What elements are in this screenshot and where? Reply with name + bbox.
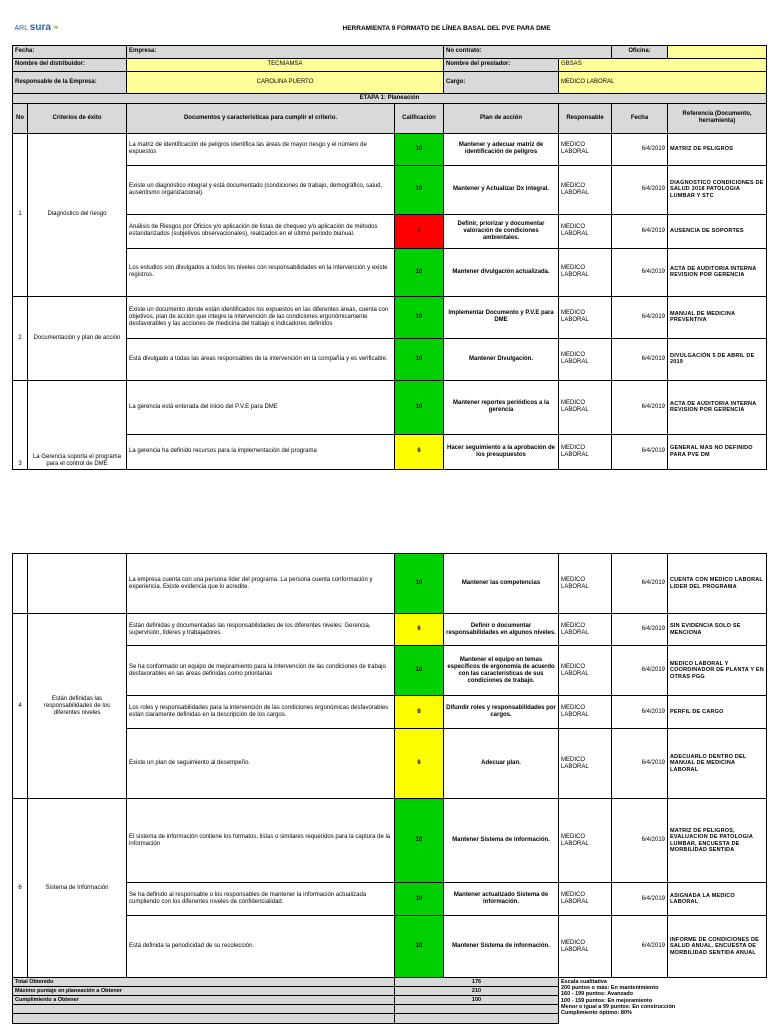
row-fecha: 6/4/2019 bbox=[612, 883, 668, 916]
group-no: 3 bbox=[13, 380, 28, 469]
row-plan: Mantener divulgación actualizada. bbox=[444, 248, 559, 296]
table-row bbox=[13, 799, 767, 883]
col-criterio: Criterios de éxito bbox=[28, 103, 127, 133]
sura-leaf-icon: ❧ bbox=[52, 22, 60, 32]
table-row bbox=[13, 883, 767, 916]
row-doc: Existe un plan de seguimiento al desempeño. bbox=[127, 729, 395, 799]
table-row bbox=[13, 248, 767, 296]
cargo-label: Cargo: bbox=[444, 71, 559, 93]
cargo-field[interactable]: MEDICO LABORAL bbox=[559, 71, 767, 93]
row-resp: MEDICO LABORAL bbox=[559, 883, 612, 916]
row-fecha: 6/4/2019 bbox=[612, 554, 668, 614]
row-cal[interactable]: 10 bbox=[395, 296, 444, 338]
row-plan: Mantener y adecuar matriz de identificación de peligros bbox=[444, 133, 559, 165]
row-resp: MEDICO LABORAL bbox=[559, 380, 612, 434]
col-no: No bbox=[13, 103, 28, 133]
table-row bbox=[13, 338, 767, 380]
row-cal[interactable]: 6 bbox=[395, 614, 444, 646]
table-row bbox=[13, 380, 767, 434]
max-value: 210 bbox=[395, 987, 559, 996]
row-ref: DIVULGACIÓN 5 DE ABRIL DE 2019 bbox=[668, 338, 767, 380]
row-doc: Se ha conformado un equipo de mejoramiento para la intervención de las condiciones de trabajo desfavorables en las áreas definidas como prioritarias bbox=[127, 646, 395, 696]
col-documento: Documentos y características para cumplir el criterio. bbox=[127, 103, 395, 133]
row-resp: MEDICO LABORAL bbox=[559, 646, 612, 696]
row-resp: MEDICO LABORAL bbox=[559, 614, 612, 646]
row-doc: La empresa cuenta con una persona líder del programa. La persona cuenta conformación y experiencia. Existe evidencia que lo acredite. bbox=[127, 554, 395, 614]
row-resp: MEDICO LABORAL bbox=[559, 799, 612, 883]
group-criterio: Documentación y plan de acción bbox=[28, 296, 127, 380]
row-ref: ACTA DE AUDITORIA INTERNA REVISION POR GERENCIA bbox=[668, 380, 767, 434]
row-cal[interactable]: 10 bbox=[395, 338, 444, 380]
table-row bbox=[13, 434, 767, 469]
distribuidor-field[interactable]: TECNIAMSA bbox=[127, 58, 444, 71]
row-cal[interactable]: 6 bbox=[395, 434, 444, 469]
escala-title: Escala cualitativa bbox=[561, 979, 607, 985]
group-criterio: Diagnóstico del riesgo bbox=[28, 133, 127, 296]
footer-blank bbox=[13, 1014, 395, 1024]
row-doc: Los estudios son divulgados a todos los niveles con responsabilidades en la intervención y existe registros. bbox=[127, 248, 395, 296]
row-doc: Están definidas y documentadas las responsabilidades de los diferentes niveles: Gerencia, supervisión, líderes y trabajadores. bbox=[127, 614, 395, 646]
row-doc: Existe un documento donde están identificados los expuestos en las diferentes áreas, cuenta con objetivos, plan de acción que integre la intervención de las condiciones ergonómicamente desfavorables y las acciones de medicina del trabajo e indicadores definidos bbox=[127, 296, 395, 338]
row-fecha: 6/4/2019 bbox=[612, 338, 668, 380]
row-cal[interactable]: 10 bbox=[395, 916, 444, 978]
row-doc: Los roles y responsabilidades para la intervención de las condiciones ergonómicas desfavorables están claramente definidas en la descripción de los cargos. bbox=[127, 696, 395, 729]
group-no: 1 bbox=[13, 133, 28, 296]
row-doc: El sistema de información contiene los formatos, listas o similares requeridos para la captura de la información bbox=[127, 799, 395, 883]
logo-arl: ARL bbox=[14, 24, 29, 32]
escala-item: Cumplimiento óptimo: 80% bbox=[561, 1010, 632, 1017]
distribuidor-label: Nombre del distribuidor: bbox=[13, 58, 127, 71]
row-plan: Definir o documentar responsabilidades en algunos niveles. bbox=[444, 614, 559, 646]
oficina-field[interactable] bbox=[668, 45, 767, 58]
row-plan: Adecuar plan. bbox=[444, 729, 559, 799]
oficina-label: Oficina: bbox=[612, 45, 668, 58]
row-cal[interactable]: 10 bbox=[395, 380, 444, 434]
row-doc: Análisis de Riesgos por Oficios y/o aplicación de listas de chequeo y/o aplicación de métodos estandarizados (subjetivos observacionales), realizados en el último periodo bianual. bbox=[127, 214, 395, 248]
escala-item: 100 - 159 puntos: En mejoramiento bbox=[561, 997, 653, 1004]
fecha-label: Fecha: bbox=[13, 45, 127, 58]
footer-blank bbox=[395, 1014, 559, 1024]
escala-cualitativa bbox=[559, 978, 767, 1024]
escala-item: Menor o igual a 99 puntos: En construcción bbox=[561, 1003, 676, 1010]
row-plan: Mantener el equipo en temas específicos de ergonomía de acuerdo con las características de sus condiciones de trabajo. bbox=[444, 646, 559, 696]
row-cal[interactable]: 10 bbox=[395, 799, 444, 883]
document-title: HERRAMIENTA 9 FORMATO DE LÍNEA BASAL DEL PVE PARA DME bbox=[342, 24, 551, 32]
row-cal[interactable]: 10 bbox=[395, 883, 444, 916]
row-resp: MEDICO LABORAL bbox=[559, 434, 612, 469]
row-cal[interactable]: 10 bbox=[395, 554, 444, 614]
row-plan: Implementar Documento y P.V.E para DME bbox=[444, 296, 559, 338]
row-resp: MEDICO LABORAL bbox=[559, 554, 612, 614]
row-cal[interactable]: 6 bbox=[395, 696, 444, 729]
contrato-label: No contrato: bbox=[444, 45, 612, 58]
row-resp: MEDICO LABORAL bbox=[559, 338, 612, 380]
row-plan: Hacer seguimiento a la aprobación de los presupuestos bbox=[444, 434, 559, 469]
col-calificacion: Calificación bbox=[395, 103, 444, 133]
row-fecha: 6/4/2019 bbox=[612, 799, 668, 883]
row-resp: MEDICO LABORAL bbox=[559, 133, 612, 165]
table-row bbox=[13, 165, 767, 214]
row-plan: Difundir roles y responsabilidades por cargos. bbox=[444, 696, 559, 729]
row-resp: MEDICO LABORAL bbox=[559, 296, 612, 338]
col-referencia: Referencia (Documento, herramienta) bbox=[668, 103, 767, 133]
row-doc: La matriz de identificación de peligros identifica las áreas de mayor riesgo y el número de expuestos bbox=[127, 133, 395, 165]
row-doc: Existe un diagnóstico integral y está documentado (condiciones de trabajo, demográfico, salud, ausentismo organizacional). bbox=[127, 165, 395, 214]
row-doc: Está definida la periodicidad de su recolección. bbox=[127, 916, 395, 978]
table-row bbox=[13, 133, 767, 165]
table-row bbox=[13, 916, 767, 978]
row-ref: ASIGNADA LA MEDICO LABORAL bbox=[668, 883, 767, 916]
row-doc: La gerencia está enterada del inicio del P.V.E para DME bbox=[127, 380, 395, 434]
responsable-label: Responsable de la Empresa: bbox=[13, 71, 127, 93]
row-ref: ACTA DE AUDITORIA INTERNA REVISION POR GERENCIA bbox=[668, 248, 767, 296]
group-criterio: Sistema de Información bbox=[28, 799, 127, 978]
row-fecha: 6/4/2019 bbox=[612, 646, 668, 696]
group-criterio: Están definidas las responsabilidades de los diferentes niveles bbox=[28, 614, 127, 799]
row-ref: PERFIL DE CARGO bbox=[668, 696, 767, 729]
table-row bbox=[13, 296, 767, 338]
baseline-table-part1 bbox=[12, 12, 767, 470]
empresa-label: Empresa: bbox=[127, 45, 444, 58]
row-doc: Está divulgado a todas las áreas responsables de la intervención en la compañía y es verificable. bbox=[127, 338, 395, 380]
row-ref: MEDICO LABORAL Y COORDINADOR DE PLANTA Y EN OTRAS PGG bbox=[668, 646, 767, 696]
row-plan: Mantener Sistema de información. bbox=[444, 799, 559, 883]
row-resp: MEDICO LABORAL bbox=[559, 729, 612, 799]
row-ref: DIAGNOSTICO CONDICIONES DE SALUD 2018 PATOLOGIA LUMBAR Y STC bbox=[668, 165, 767, 214]
row-ref: GENERAL MAS NO DEFINIDO PARA PVE DM bbox=[668, 434, 767, 469]
table-row bbox=[13, 696, 767, 729]
row-fecha: 6/4/2019 bbox=[612, 133, 668, 165]
row-plan: Mantener y Actualizar Dx integral. bbox=[444, 165, 559, 214]
row-cal[interactable]: 10 bbox=[395, 133, 444, 165]
row-fecha: 6/4/2019 bbox=[612, 696, 668, 729]
row-plan: Mantener reportes periódicos a la gerencia bbox=[444, 380, 559, 434]
row-resp: MEDICO LABORAL bbox=[559, 248, 612, 296]
row-ref: MANUAL DE MEDICINA PREVENTIVA bbox=[668, 296, 767, 338]
row-resp: MEDICO LABORAL bbox=[559, 916, 612, 978]
row-fecha: 6/4/2019 bbox=[612, 614, 668, 646]
escala-item: 200 puntos o más: En mantenimiento bbox=[561, 985, 659, 992]
prestador-label: Nombre del prestador: bbox=[444, 58, 559, 71]
row-resp: MEDICO LABORAL bbox=[559, 696, 612, 729]
group-no: 2 bbox=[13, 296, 28, 380]
baseline-table-part2 bbox=[12, 553, 767, 1024]
row-ref: SIN EVIDENCIA SOLO SE MENCIONA bbox=[668, 614, 767, 646]
row-ref: MATRIZ DE PELIGROS, EVALUACION DE PATOLOGIA LUMBAR, ENCUESTA DE MORBILIDAD SENTIDA bbox=[668, 799, 767, 883]
row-ref: MATRIZ DE PELIGROS bbox=[668, 133, 767, 165]
group-no-empty bbox=[13, 554, 28, 614]
row-fecha: 6/4/2019 bbox=[612, 916, 668, 978]
total-value: 176 bbox=[395, 978, 559, 987]
row-fecha: 6/4/2019 bbox=[612, 729, 668, 799]
row-doc: La gerencia ha definido recursos para la implementación del programa bbox=[127, 434, 395, 469]
table-row bbox=[13, 614, 767, 646]
row-plan: Mantener las competencias bbox=[444, 554, 559, 614]
cumplimiento-label: Cumplimiento a Obtener bbox=[13, 996, 395, 1005]
table-row bbox=[13, 214, 767, 248]
table-row bbox=[13, 646, 767, 696]
total-label: Total Obtenido bbox=[13, 978, 395, 987]
row-plan: Mantener actualizado Sistema de información. bbox=[444, 883, 559, 916]
cumplimiento-value: 100 bbox=[395, 996, 559, 1005]
row-ref: AUSENCIA DE SOPORTES bbox=[668, 214, 767, 248]
table-row bbox=[13, 554, 767, 614]
escala-item: 160 - 199 puntos: Avanzado bbox=[561, 991, 634, 998]
row-plan: Mantener Sistema de información. bbox=[444, 916, 559, 978]
row-cal[interactable]: 10 bbox=[395, 646, 444, 696]
group-criterio-empty bbox=[28, 554, 127, 614]
col-responsable: Responsable bbox=[559, 103, 612, 133]
prestador-field[interactable]: GBSAS bbox=[559, 58, 767, 71]
group-no: 6 bbox=[13, 799, 28, 978]
row-resp: MEDICO LABORAL bbox=[559, 214, 612, 248]
row-fecha: 6/4/2019 bbox=[612, 165, 668, 214]
responsable-field[interactable]: CAROLINA PUERTO bbox=[127, 71, 444, 93]
row-plan: Definir, priorizar y documentar valoración de condiciones ambientales. bbox=[444, 214, 559, 248]
row-fecha: 6/4/2019 bbox=[612, 214, 668, 248]
etapa-label: ETAPA 1: Planeación bbox=[13, 93, 767, 103]
row-cal[interactable]: 10 bbox=[395, 248, 444, 296]
row-fecha: 6/4/2019 bbox=[612, 248, 668, 296]
group-no: 4 bbox=[13, 614, 28, 799]
group-criterio: La Gerencia soporta el programa para el control de DME bbox=[28, 380, 127, 469]
col-fecha: Fecha bbox=[612, 103, 668, 133]
row-doc: Se ha definido al responsable o los responsables de mantener la información actualizada cumpliendo con los diferentes niveles de confidencialidad. bbox=[127, 883, 395, 916]
row-fecha: 6/4/2019 bbox=[612, 434, 668, 469]
max-label: Máximo puntaje en planeación a Obtener bbox=[13, 987, 395, 996]
logo bbox=[13, 12, 127, 45]
row-cal[interactable]: 6 bbox=[395, 729, 444, 799]
col-plan: Plan de acción bbox=[444, 103, 559, 133]
row-ref: ADECUARLO DENTRO DEL MANUAL DE MEDICINA LABORAL bbox=[668, 729, 767, 799]
row-resp: MEDICO LABORAL bbox=[559, 165, 612, 214]
row-cal[interactable]: 1 bbox=[395, 214, 444, 248]
row-ref: INFORME DE CONDICIONES DE SALUD ANUAL. ENCUESTA DE MORBILIDAD SENTIDA ANUAL bbox=[668, 916, 767, 978]
row-fecha: 6/4/2019 bbox=[612, 380, 668, 434]
row-ref: CUENTA CON MEDICO LABORAL LIDER DEL PROGRAMA bbox=[668, 554, 767, 614]
logo-sura: sura bbox=[29, 21, 51, 33]
footer-blank bbox=[13, 1005, 395, 1014]
row-plan: Mantener Divulgación. bbox=[444, 338, 559, 380]
row-fecha: 6/4/2019 bbox=[612, 296, 668, 338]
row-cal[interactable]: 10 bbox=[395, 165, 444, 214]
table-row bbox=[13, 729, 767, 799]
footer-blank bbox=[395, 1005, 559, 1014]
